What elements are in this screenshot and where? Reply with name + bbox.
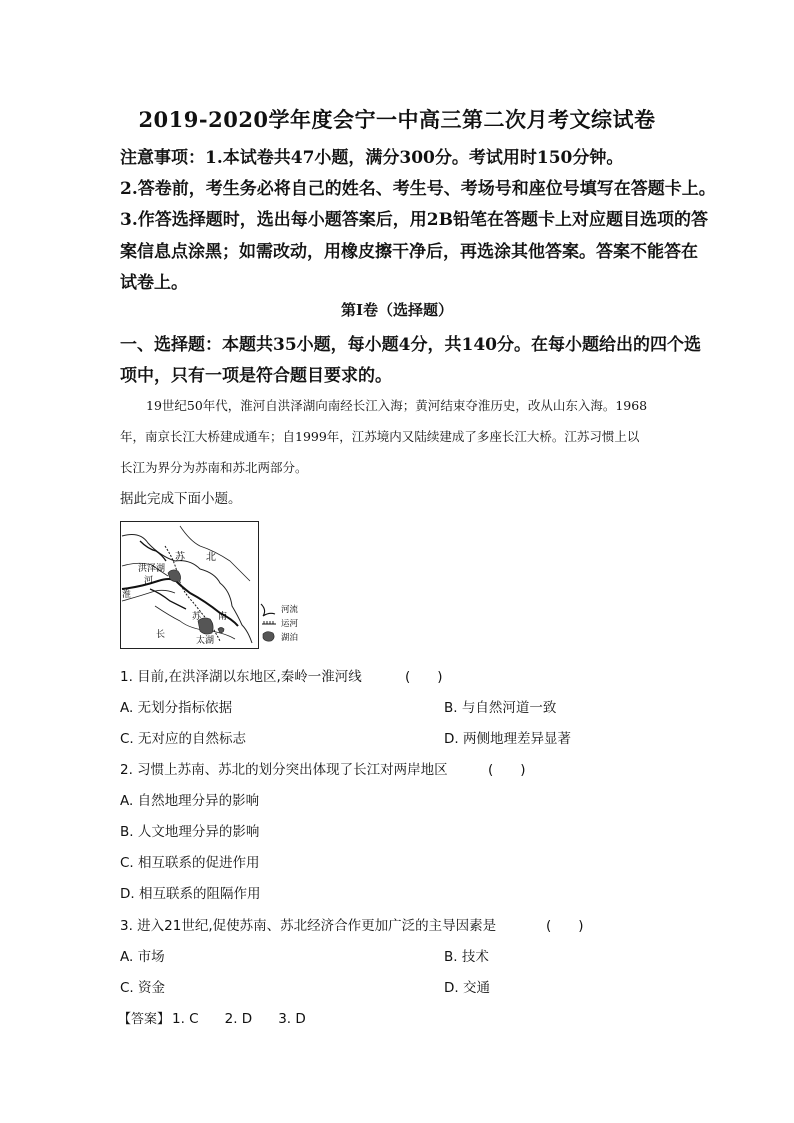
legend-river-icon [261, 604, 275, 616]
map-label-hongze: 洪泽湖 [138, 564, 166, 574]
question-3-option-b: B. 技术 [444, 949, 489, 965]
map-label-chang: 长 [156, 630, 166, 640]
legend-canal-icon [262, 621, 276, 624]
answer-tag: 【答案】 [118, 1012, 171, 1027]
notes-line-2: 2.答卷前，考生务必将自己的姓名、考生号、考场号和座位号填写在答题卡上。 [120, 179, 716, 199]
passage-line-3: 长江为界分为苏南和苏北两部分。 [120, 460, 308, 475]
question-1-option-d: D. 两侧地理差异显著 [444, 731, 571, 747]
question-2-option-c: C. 相互联系的促进作用 [120, 855, 260, 871]
question-2-option-a: A. 自然地理分异的影响 [120, 793, 260, 809]
question-3-option-a: A. 市场 [120, 949, 165, 965]
section-intro-b: 项中，只有一项是符合题目要求的。 [120, 366, 392, 386]
reading-passage [120, 390, 680, 483]
instruction-text: 据此完成下面小题。 [120, 491, 242, 507]
answer-2: 2. D [224, 1011, 253, 1027]
question-2-option-d: D. 相互联系的阻隔作用 [120, 886, 261, 902]
question-3-option-d: D. 交通 [444, 980, 490, 996]
notes-line-3c: 试卷上。 [120, 273, 188, 293]
question-3-option-c: C. 资金 [120, 980, 166, 996]
legend-lake-icon [263, 632, 274, 641]
question-1-option-a: A. 无划分指标依据 [120, 700, 233, 716]
map-label-su-nan-1: 苏 [192, 612, 202, 622]
notes-line-3a: 3.作答选择题时，选出每小题答案后，用2B铅笔在答题卡上对应题目选项的答 [120, 210, 708, 230]
map-label-su-bei-2: 北 [206, 552, 216, 563]
notes-line-1: 注意事项：1.本试卷共47小题，满分300分。考试用时150分钟。 [120, 148, 624, 168]
notes-line-3b: 案信息点涂黑；如需改动，用橡皮擦干净后，再选涂其他答案。答案不能答在 [120, 242, 698, 262]
legend-river-label: 河流 [281, 605, 299, 615]
question-3-stem: 3. 进入21世纪,促使苏南、苏北经济合作更加广泛的主导因素是 [120, 918, 497, 934]
section-title: 第I卷（选择题） [340, 301, 454, 319]
question-2-paren: ( ) [488, 762, 526, 778]
answer-3: 3. D [278, 1011, 306, 1027]
map-label-su-bei-1: 苏 [175, 552, 185, 563]
question-1-paren: ( ) [405, 669, 443, 685]
question-1-option-b: B. 与自然河道一致 [444, 700, 557, 716]
legend-canal-label: 运河 [281, 619, 299, 629]
legend-lake-label: 湖泊 [281, 633, 299, 643]
answer-line [118, 1008, 306, 1027]
question-2-stem: 2. 习惯上苏南、苏北的划分突出体现了长江对两岸地区 [120, 762, 448, 778]
map-label-su-nan-2: 南 [218, 612, 228, 622]
map-legend [259, 600, 319, 645]
jiangsu-map [120, 521, 259, 649]
exam-title: 2019-2020学年度会宁一中高三第二次月考文综试卷 [138, 107, 656, 132]
question-2-option-b: B. 人文地理分异的影响 [120, 824, 260, 840]
map-label-taihu: 太湖 [196, 636, 215, 646]
passage-line-2: 年，南京长江大桥建成通车；自1999年，江苏境内又陆续建成了多座长江大桥。江苏习惯上以 [120, 429, 640, 444]
section-intro-a: 一、选择题：本题共35小题，每小题4分，共140分。在每小题给出的四个选 [120, 335, 701, 355]
map-label-he: 河 [144, 576, 154, 586]
answer-1: 1. C [172, 1011, 199, 1027]
passage-line-1: 19世纪50年代，淮河自洪泽湖向南经长江入海；黄河结束夺淮历史，改从山东入海。1968 [146, 398, 648, 413]
question-1-stem: 1. 目前,在洪泽湖以东地区,秦岭一淮河线 [120, 669, 362, 685]
question-3-paren: ( ) [546, 918, 584, 934]
map-label-huai: 淮 [122, 590, 132, 600]
question-1-option-c: C. 无对应的自然标志 [120, 731, 247, 747]
